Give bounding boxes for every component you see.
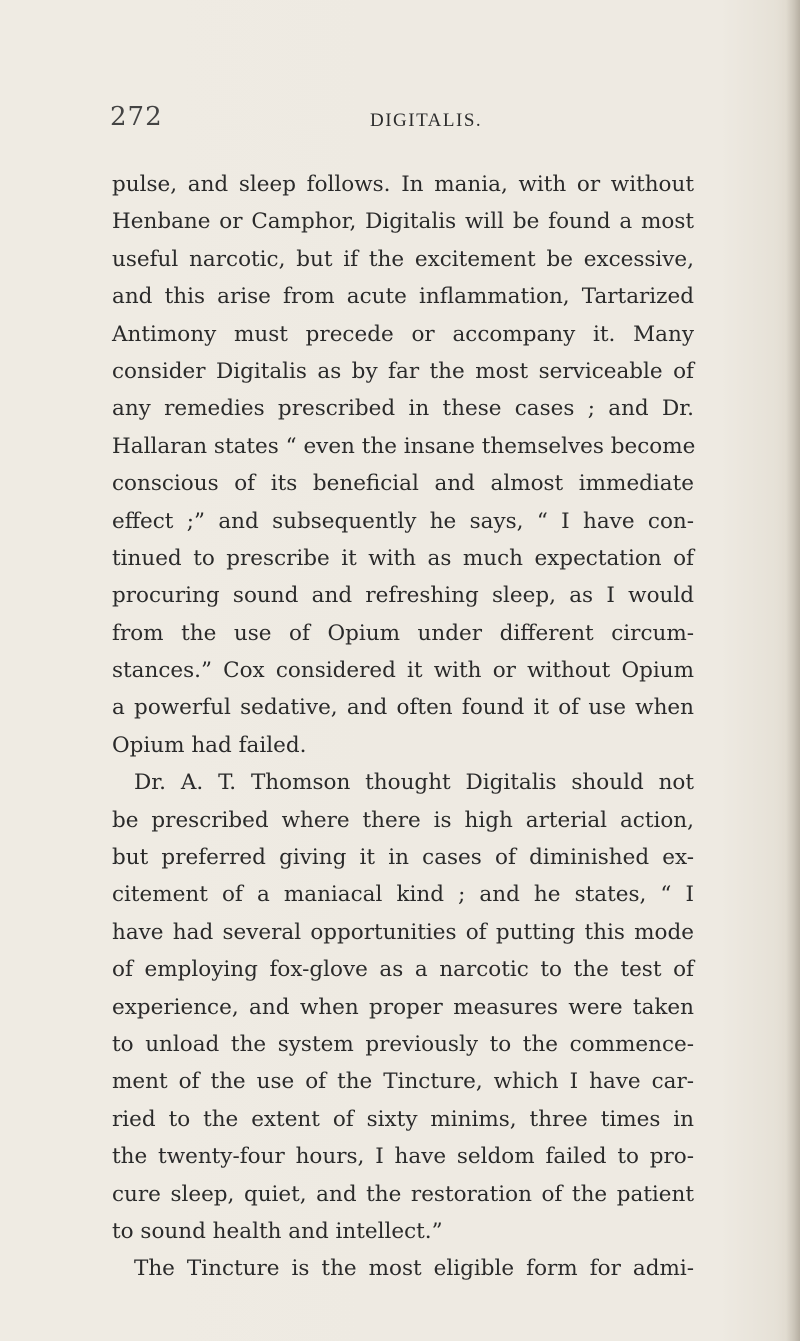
text-line: Antimony must precede or accompany it. Many (112, 321, 694, 347)
page-number: 272 (110, 102, 163, 132)
text-line: effect ;” and subsequently he says, “ I have con- (112, 508, 694, 534)
text-line: and this arise from acute inflammation, Tartarized (112, 284, 694, 310)
text-line: but preferred giving it in cases of diminished ex- (112, 845, 694, 871)
text-line: citement of a maniacal kind ; and he states, “ I (112, 882, 694, 908)
text-line: Hallaran states “ even the insane themselves become (112, 433, 696, 459)
text-line: pulse, and sleep follows. In mania, with or without (112, 172, 694, 197)
page-header (110, 102, 710, 142)
text-line: tinued to prescribe it with as much expectation of (112, 545, 694, 571)
text-line: procuring sound and refreshing sleep, as I would (112, 583, 694, 609)
text-line: ried to the extent of sixty minims, three times in (112, 1106, 694, 1132)
text-line: The Tincture is the most eligible form for admi- (134, 1256, 694, 1282)
text-line: ment of the use of the Tincture, which I have car- (112, 1069, 694, 1095)
text-line: to sound health and intellect.” (112, 1218, 443, 1244)
page-edge-shadow (786, 0, 800, 1341)
text-line: any remedies prescribed in these cases ; and Dr. (112, 396, 694, 422)
running-head: DIGITALIS. (370, 110, 483, 131)
text-line: Henbane or Camphor, Digitalis will be found a most (112, 209, 694, 235)
text-line: Opium had failed. (112, 732, 307, 758)
text-line: experience, and when proper measures were taken (112, 994, 694, 1020)
text-line: cure sleep, quiet, and the restoration of the patient (112, 1181, 694, 1207)
text-line: from the use of Opium under different circum- (112, 620, 694, 646)
text-line: conscious of its beneficial and almost immediate (112, 471, 694, 497)
text-line: a powerful sedative, and often found it of use when (112, 695, 694, 721)
body-text (112, 166, 694, 1288)
text-line: to unload the system previously to the commence- (112, 1031, 694, 1057)
text-line: useful narcotic, but if the excitement be excessive, (112, 246, 694, 272)
text-line: Dr. A. T. Thomson thought Digitalis should not (134, 770, 694, 796)
text-line: have had several opportunities of putting this mode (112, 919, 694, 945)
text-line: stances.” Cox considered it with or without Opium (112, 658, 694, 684)
text-line: consider Digitalis as by far the most serviceable of (112, 358, 694, 384)
text-line: be prescribed where there is high arterial action, (112, 807, 694, 833)
text-line: of employing fox-glove as a narcotic to the test of (112, 957, 694, 983)
text-line: the twenty-four hours, I have seldom failed to pro- (112, 1144, 694, 1170)
